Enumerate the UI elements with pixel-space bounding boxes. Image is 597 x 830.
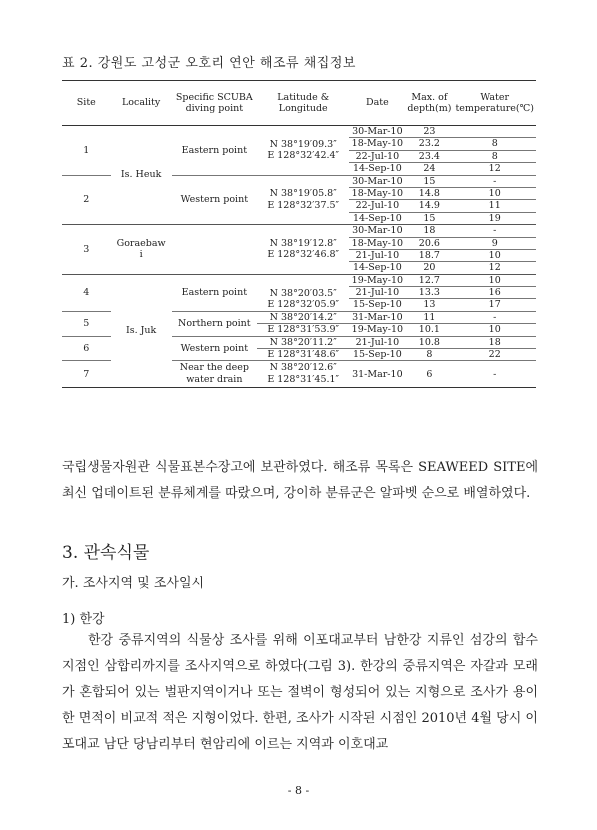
site-cell: 1 bbox=[83, 144, 90, 156]
temp-cell: 12 bbox=[488, 163, 501, 175]
depth-cell: 8 bbox=[426, 349, 433, 361]
point-cell bbox=[172, 225, 257, 275]
date-cell: 19-May-10 bbox=[349, 274, 405, 286]
point-cell: Eastern point bbox=[181, 144, 248, 156]
depth-cell: 10.8 bbox=[405, 336, 453, 348]
depth-cell: 24 bbox=[423, 163, 436, 175]
date-cell: 19-May-10 bbox=[351, 324, 404, 336]
site-cell: 3 bbox=[83, 243, 90, 255]
date-cell: 30-Mar-10 bbox=[349, 126, 405, 138]
latlong-cell bbox=[257, 361, 349, 388]
paragraph-collection-method: 국립생물자원관 식물표본수장고에 보관하였다. 해조류 목록은 SEAWEED SITE에 최신 업데이트된 분류체계를 따랐으며, 강이하 분류군은 알파벳 순으로 배열하였다. bbox=[62, 460, 538, 501]
header-scuba-point: Specific SCUBA diving point bbox=[175, 91, 253, 114]
depth-cell: 12.7 bbox=[405, 274, 453, 286]
depth-cell: 23 bbox=[405, 126, 453, 138]
subsection-heading: 가. 조사지역 및 조사일시 bbox=[62, 576, 205, 591]
depth-cell: 13 bbox=[423, 299, 436, 311]
temp-cell: 10 bbox=[453, 274, 536, 286]
temp-cell: 22 bbox=[488, 349, 501, 361]
lat-cell: N 38°20′03.5″ bbox=[269, 287, 337, 299]
site-cell: 2 bbox=[62, 175, 111, 225]
lat-text: N 38°20′12.6″ bbox=[269, 361, 337, 373]
header-date: Date bbox=[365, 97, 389, 109]
date-cell: 31-Mar-10 bbox=[349, 361, 405, 388]
date-cell: 14-Sep-10 bbox=[352, 262, 402, 274]
date-cell: 30-Mar-10 bbox=[349, 175, 405, 187]
temp-cell: - bbox=[453, 175, 536, 187]
date-cell: 18-May-10 bbox=[349, 187, 405, 199]
lon-cell: E 128°32′05.9″ bbox=[267, 299, 340, 311]
table-row bbox=[62, 225, 536, 237]
lon-cell: E 128°32′37.5″ bbox=[267, 199, 340, 211]
lat-cell: N 38°20′11.2″ bbox=[257, 336, 349, 348]
depth-cell: 15 bbox=[423, 212, 436, 224]
date-cell: 15-Sep-10 bbox=[352, 349, 402, 361]
temp-cell: 10 bbox=[453, 187, 536, 199]
point-cell: Western point bbox=[172, 336, 257, 361]
date-cell: 18-May-10 bbox=[349, 237, 405, 249]
depth-cell: 20.6 bbox=[405, 237, 453, 249]
temp-cell: 8 bbox=[453, 138, 536, 150]
table-header-row bbox=[62, 81, 536, 126]
date-cell: 21-Jul-10 bbox=[349, 287, 405, 299]
page-number: - 8 - bbox=[287, 784, 310, 797]
paragraph-han-river: 한강 중류지역의 식물상 조사를 위해 이포대교부터 남한강 지류인 섬강의 합수지점인 삼합리까지를 조사지역으로 하였다(그림 3). 한강의 중류지역은 자갈과 모래가 혼합되어 있는 벌판지역이거나 또는 절벽이 형성되어 있는 지형으로 조사가 용이한 면적이 비교적 적은 지형이었다. 한편, 조사가 시작된 시점인 2010년 4월 당시 이포대교 남단 당남리부터 현암리에 이르는 지역과 이호대교 bbox=[62, 633, 538, 752]
temp-cell: 19 bbox=[488, 212, 501, 224]
point-cell: Near the deep water drain bbox=[172, 361, 257, 388]
depth-cell: 6 bbox=[405, 361, 453, 388]
depth-cell: 10.1 bbox=[418, 324, 440, 336]
site-cell: 6 bbox=[62, 336, 111, 361]
site-cell: 7 bbox=[62, 361, 111, 388]
locality-cell: Is. Juk bbox=[125, 325, 157, 337]
temp-cell bbox=[453, 126, 536, 138]
locality-cell: Is. Heuk bbox=[120, 169, 162, 181]
lat-cell: N 38°19′09.3″ bbox=[269, 138, 337, 150]
header-lat-long: Latitude & Longitude bbox=[277, 91, 330, 114]
date-cell: 14-Sep-10 bbox=[352, 212, 402, 224]
point-cell: Western point bbox=[172, 175, 257, 225]
lon-cell: E 128°31′48.6″ bbox=[267, 349, 340, 361]
temp-cell: - bbox=[453, 361, 536, 388]
depth-cell: 14.8 bbox=[405, 187, 453, 199]
temp-cell: - bbox=[453, 311, 536, 323]
locality-cell: Goraebaw i bbox=[116, 238, 166, 261]
temp-cell: 10 bbox=[488, 324, 501, 336]
temp-cell: 18 bbox=[453, 336, 536, 348]
date-cell: 30-Mar-10 bbox=[349, 225, 405, 237]
table-caption: 표 2. 강원도 고성군 오호리 연안 해조류 채집정보 bbox=[62, 56, 356, 71]
depth-cell: 20 bbox=[423, 262, 436, 274]
date-cell: 31-Mar-10 bbox=[349, 311, 405, 323]
point-cell: Northern point bbox=[172, 311, 257, 336]
temp-cell: 11 bbox=[453, 200, 536, 212]
section-heading: 3. 관속식물 bbox=[62, 543, 150, 563]
depth-cell: 18 bbox=[405, 225, 453, 237]
header-temperature: Water temperature(℃) bbox=[455, 91, 534, 114]
collection-info-table bbox=[62, 80, 536, 388]
table-row bbox=[62, 274, 536, 286]
date-cell: 21-Jul-10 bbox=[349, 249, 405, 261]
depth-cell: 14.9 bbox=[405, 200, 453, 212]
lat-cell: N 38°20′14.2″ bbox=[257, 311, 349, 323]
depth-cell: 23.4 bbox=[405, 150, 453, 162]
lat-cell: N 38°19′12.8″ bbox=[269, 238, 337, 250]
temp-cell: 8 bbox=[453, 150, 536, 162]
depth-cell: 15 bbox=[405, 175, 453, 187]
temp-cell: - bbox=[453, 225, 536, 237]
temp-cell: 10 bbox=[453, 249, 536, 261]
date-cell: 22-Jul-10 bbox=[349, 200, 405, 212]
subsubsection-heading: 1) 한강 bbox=[62, 612, 105, 627]
site-cell: 4 bbox=[83, 287, 90, 299]
date-cell: 21-Jul-10 bbox=[349, 336, 405, 348]
lon-cell: E 128°32′42.4″ bbox=[267, 150, 340, 162]
header-depth: Max. of depth(m) bbox=[407, 91, 452, 114]
date-cell: 18-May-10 bbox=[349, 138, 405, 150]
temp-cell: 9 bbox=[453, 237, 536, 249]
lon-text: E 128°31′45.1″ bbox=[267, 374, 340, 386]
site-cell: 5 bbox=[62, 311, 111, 336]
temp-cell: 16 bbox=[453, 287, 536, 299]
temp-cell: 12 bbox=[488, 262, 501, 274]
lat-cell: N 38°19′05.8″ bbox=[257, 175, 349, 200]
temp-cell: 17 bbox=[488, 299, 501, 311]
lon-cell: E 128°32′46.8″ bbox=[267, 249, 340, 261]
lon-cell: E 128°31′53.9″ bbox=[267, 324, 340, 336]
header-locality: Locality bbox=[121, 97, 161, 109]
table-row bbox=[62, 126, 536, 138]
point-cell: Eastern point bbox=[181, 287, 248, 299]
header-site: Site bbox=[76, 97, 96, 109]
date-cell: 22-Jul-10 bbox=[349, 150, 405, 162]
depth-cell: 13.3 bbox=[405, 287, 453, 299]
depth-cell: 11 bbox=[405, 311, 453, 323]
depth-cell: 18.7 bbox=[405, 249, 453, 261]
depth-cell: 23.2 bbox=[405, 138, 453, 150]
date-cell: 14-Sep-10 bbox=[352, 163, 402, 175]
date-cell: 15-Sep-10 bbox=[352, 299, 402, 311]
